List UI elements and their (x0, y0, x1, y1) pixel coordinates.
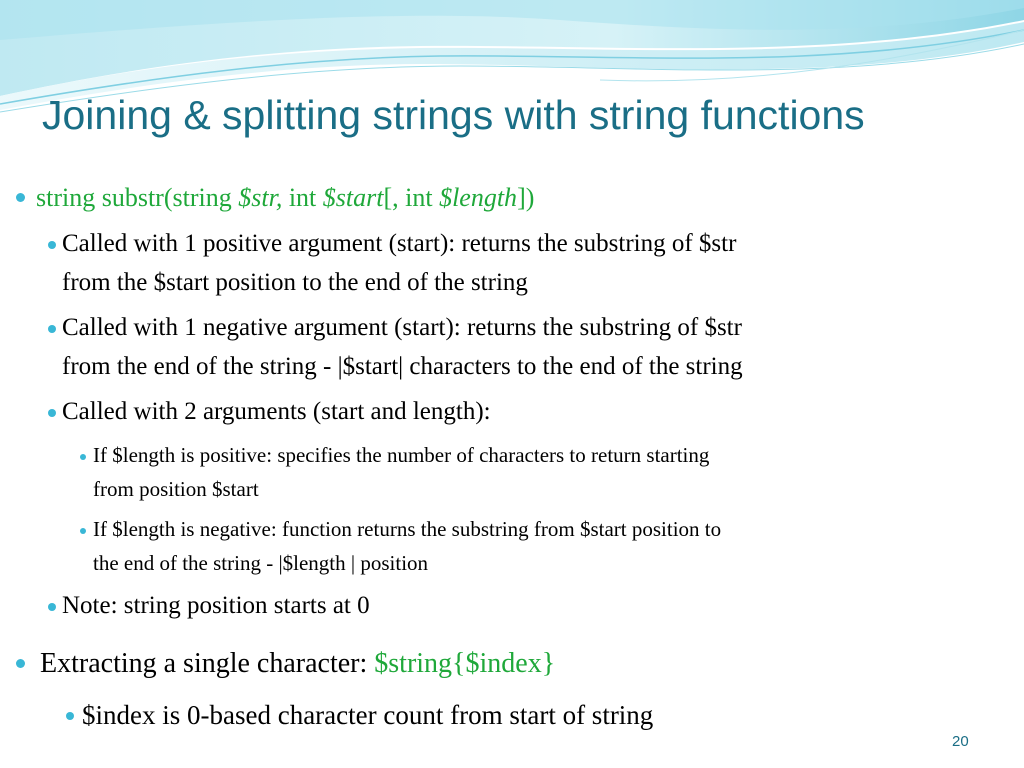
bullet-length-positive-line2: from position $start (93, 477, 259, 501)
extract-char-text: Extracting a single character: (40, 648, 375, 679)
bullet-index: $index is 0-based character count from start of string (82, 700, 654, 730)
bullet-negative-arg-line2: from the end of the string - |$start| characters to the end of the string (62, 353, 743, 380)
signature-param-str: $str, (238, 183, 283, 212)
bullet-icon (48, 603, 56, 611)
bullet-icon (80, 528, 86, 534)
bullet-icon (16, 193, 25, 202)
bullet-icon (80, 454, 86, 460)
bullet-icon (66, 712, 74, 720)
slide-title: Joining & splitting strings with string functions (42, 92, 865, 138)
bullet-positive-arg-line1: Called with 1 positive argument (start): returns the substring of $str (62, 230, 737, 257)
bullet-icon (48, 241, 56, 249)
signature-param-length: $length (439, 183, 518, 212)
signature-part-1: string substr(string (36, 183, 239, 212)
extract-char-code: $string{$index} (374, 648, 556, 679)
bullet-icon (48, 409, 56, 417)
bullet-length-negative-line1: If $length is negative: function returns the substring from $start position to (93, 517, 722, 541)
signature-param-start: $start (322, 183, 384, 212)
signature-part-3: int (282, 183, 323, 212)
bullet-icon (16, 659, 25, 668)
bullet-positive-arg-line2: from the $start position to the end of the string (62, 269, 528, 296)
bullet-two-args: Called with 2 arguments (start and length): (62, 398, 491, 425)
bullet-note: Note: string position starts at 0 (62, 592, 370, 619)
page-number: 20 (952, 733, 969, 750)
bullet-icon (48, 325, 56, 333)
bullet-length-positive-line1: If $length is positive: specifies the number of characters to return starting (93, 443, 710, 467)
bullet-extract-char (40, 648, 555, 680)
bullet-substr-signature (36, 183, 534, 213)
signature-part-5: [, int (383, 183, 440, 212)
bullet-length-negative-line2: the end of the string - |$length | position (93, 551, 429, 575)
bullet-negative-arg-line1: Called with 1 negative argument (start): returns the substring of $str (62, 314, 742, 341)
signature-part-7: ]) (517, 183, 535, 212)
